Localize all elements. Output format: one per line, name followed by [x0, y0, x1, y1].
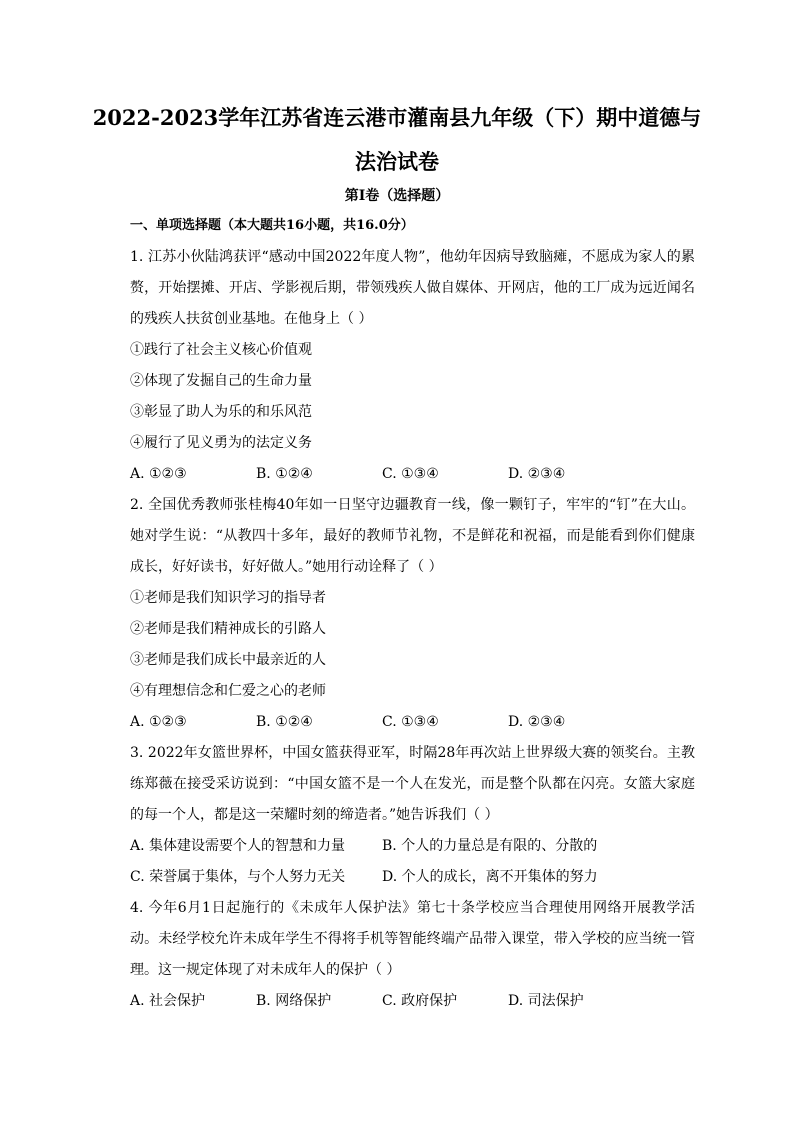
option-c: C. 政府保护	[382, 993, 458, 1009]
option-b: B. ①②④	[256, 714, 313, 730]
answer-options	[130, 707, 695, 738]
question-2	[130, 490, 695, 738]
section-heading: 一、单项选择题（本大题共16小题，共16.0分）	[130, 218, 414, 233]
statement: ④履行了见义勇为的法定义务	[130, 435, 312, 451]
option-c: C. ①③④	[382, 714, 439, 730]
statement: ②体现了发掘自己的生命力量	[130, 373, 312, 389]
question-1	[130, 242, 695, 490]
option-a: A. ①②③	[130, 466, 187, 482]
answer-options	[130, 459, 695, 490]
option-b: B. 个人的力量总是有限的、分散的	[382, 838, 598, 854]
question-4	[130, 893, 695, 1017]
option-b: B. ①②④	[256, 466, 313, 482]
question-stem: 1. 江苏小伙陆鸿获评“感动中国2022年度人物”，他幼年因病导致脑瘫，不愿成为家人的累赘，开始摆摊、开店、学影视后期，带领残疾人做自媒体、开网店，他的工厂成为远近闻名的残疾人扶贫创业基地。在他身上（ ）	[130, 249, 695, 327]
statement: ①老师是我们知识学习的指导者	[130, 590, 326, 606]
option-c: C. ①③④	[382, 466, 439, 482]
statement: ①践行了社会主义核心价值观	[130, 342, 312, 358]
option-a: A. 集体建设需要个人的智慧和力量	[130, 838, 346, 854]
answer-options	[130, 986, 695, 1017]
option-b: B. 网络保护	[256, 993, 332, 1009]
question-stem: 3. 2022年女篮世界杯，中国女篮获得亚军，时隔28年再次站上世界级大赛的领奖台。主教练郑薇在接受采访说到：“中国女篮不是一个人在发光，而是整个队都在闪亮。女篮大家庭的每一个人，都是这一荣耀时刻的缔造者。”她告诉我们（ ）	[130, 745, 695, 823]
statement: ③老师是我们成长中最亲近的人	[130, 652, 326, 668]
option-d: D. 司法保护	[508, 993, 584, 1009]
question-stem: 4. 今年6月1日起施行的《未成年人保护法》第七十条学校应当合理使用网络开展教学活动。未经学校允许未成年学生不得将手机等智能终端产品带入课堂，带入学校的应当统一管理。这一规定体现了对未成年人的保护（ ）	[130, 900, 695, 978]
question-3	[130, 738, 695, 893]
exam-title: 2022-2023学年江苏省连云港市灌南县九年级（下）期中道德与法治试卷	[92, 105, 702, 174]
statement: ④有理想信念和仁爱之心的老师	[130, 683, 326, 699]
option-c: C. 荣誉属于集体，与个人努力无关	[130, 869, 346, 885]
question-stem: 2. 全国优秀教师张桂梅40年如一日坚守边疆教育一线，像一颗钉子，牢牢的“钉”在大山。她对学生说：“从教四十多年，最好的教师节礼物，不是鲜花和祝福，而是能看到你们健康成长，好好读书，好好做人。”她用行动诠释了（ ）	[130, 497, 695, 575]
option-a: A. 社会保护	[130, 993, 206, 1009]
option-a: A. ①②③	[130, 714, 187, 730]
answer-options	[130, 831, 695, 893]
option-d: D. ②③④	[508, 466, 566, 482]
statement: ②老师是我们精神成长的引路人	[130, 621, 326, 637]
option-d: D. ②③④	[508, 714, 566, 730]
option-d: D. 个人的成长，离不开集体的努力	[382, 869, 598, 885]
statement: ③彰显了助人为乐的和乐风范	[130, 404, 312, 420]
part-title: 第I卷（选择题）	[344, 188, 450, 204]
questions-list	[130, 242, 695, 1017]
